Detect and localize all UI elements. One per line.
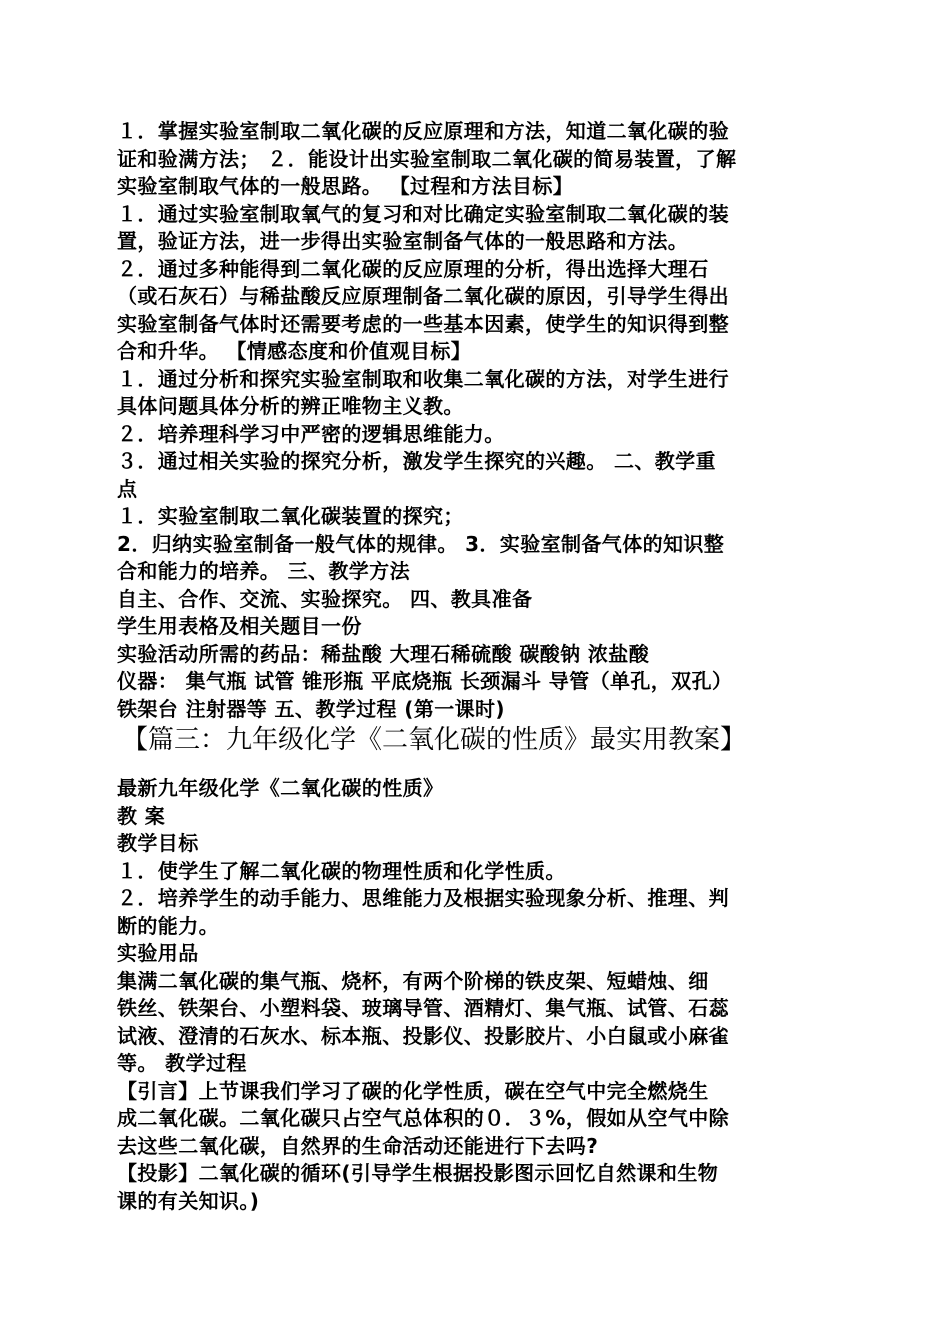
text-line: ２．通过多种能得到二氧化碳的反应原理的分析，得出选择大理石 <box>117 256 709 281</box>
text-line: １．掌握实验室制取二氧化碳的反应原理和方法，知道二氧化碳的验 <box>117 119 729 143</box>
text-line: 点 <box>117 476 138 501</box>
text-line: 去这些二氧化碳，自然界的生命活动还能进行下去吗? <box>117 1133 599 1158</box>
text-line: 仪器： 集气瓶 试管 锥形瓶 平底烧瓶 长颈漏斗 导管（单孔，双孔） <box>117 669 733 693</box>
text-line: １．实验室制取二氧化碳装置的探究； <box>117 504 464 528</box>
text-line: 学生用表格及相关题目一份 <box>117 614 362 638</box>
text-line: 铁丝、铁架台、小塑料袋、玻璃导管、酒精灯、集气瓶、试管、石蕊 <box>117 996 729 1020</box>
text-line: 合和升华。 【情感态度和价值观目标】 <box>117 339 472 363</box>
text-line: 最新九年级化学《二氧化碳的性质》 <box>117 776 444 800</box>
text-line: 成二氧化碳。二氧化碳只占空气总体积的０．３%，假如从空气中除 <box>117 1106 730 1130</box>
text-line: ２．培养理科学习中严密的逻辑思维能力。 <box>117 421 505 446</box>
text-line: 2．归纳实验室制备一般气体的规律。 3．实验室制备气体的知识整 <box>117 531 725 556</box>
text-line: 实验室制备气体时还需要考虑的一些基本因素，使学生的知识得到整 <box>117 311 729 336</box>
text-line: １．通过实验室制取氧气的复习和对比确定实验室制取二氧化碳的装 <box>117 201 729 226</box>
text-line: 集满二氧化碳的集气瓶、烧杯，有两个阶梯的铁皮架、短蜡烛、细 <box>117 968 709 993</box>
text-line: 铁架台 注射器等 五、教学过程 (第一课时) <box>117 696 505 721</box>
text-line: （或石灰石）与稀盐酸反应原理制备二氧化碳的原因，引导学生得出 <box>117 284 729 308</box>
text-line: 【投影】二氧化碳的循环(引导学生根据投影图示回忆自然课和生物 <box>117 1161 719 1185</box>
text-line: 试液、澄清的石灰水、标本瓶、投影仪、投影胶片、小白鼠或小麻雀 <box>117 1023 729 1048</box>
lesson-plan-text-upper <box>117 118 837 723</box>
text-line: ３．通过相关实验的探究分析，激发学生探究的兴趣。 二、教学重 <box>117 449 716 473</box>
text-line: ２．培养学生的动手能力、思维能力及根据实验现象分析、推理、判 <box>117 886 729 910</box>
text-line: 实验用品 <box>117 941 199 965</box>
text-line: 实验活动所需的药品：稀盐酸 大理石稀硫酸 碳酸钠 浓盐酸 <box>117 641 650 666</box>
lesson-plan-text-lower <box>117 775 837 1215</box>
text-line: 实验室制取气体的一般思路。 【过程和方法目标】 <box>117 174 574 198</box>
text-line: 教 案 <box>117 803 166 828</box>
text-line: 具体问题具体分析的辨正唯物主义教。 <box>117 394 464 418</box>
text-line: 证和验满方法； ２．能设计出实验室制取二氧化碳的简易装置，了解 <box>117 146 737 171</box>
text-line: 置，验证方法，进一步得出实验室制备气体的一般思路和方法。 <box>117 229 689 253</box>
text-line: 【引言】上节课我们学习了碳的化学性质，碳在空气中完全燃烧生 <box>117 1078 709 1103</box>
text-line: 等。 教学过程 <box>117 1051 247 1075</box>
text-line: 课的有关知识。) <box>117 1188 260 1213</box>
text-line: １．通过分析和探究实验室制取和收集二氧化碳的方法，对学生进行 <box>117 366 729 391</box>
text-line: １．使学生了解二氧化碳的物理性质和化学性质。 <box>117 858 566 883</box>
text-line: 教学目标 <box>117 831 199 855</box>
text-line: 合和能力的培养。 三、教学方法 <box>117 559 410 583</box>
section-heading: 【篇三：九年级化学《二氧化碳的性质》最实用教案】 <box>122 725 747 755</box>
text-line: 自主、合作、交流、实验探究。 四、教具准备 <box>117 586 533 611</box>
text-line: 断的能力。 <box>117 913 219 938</box>
